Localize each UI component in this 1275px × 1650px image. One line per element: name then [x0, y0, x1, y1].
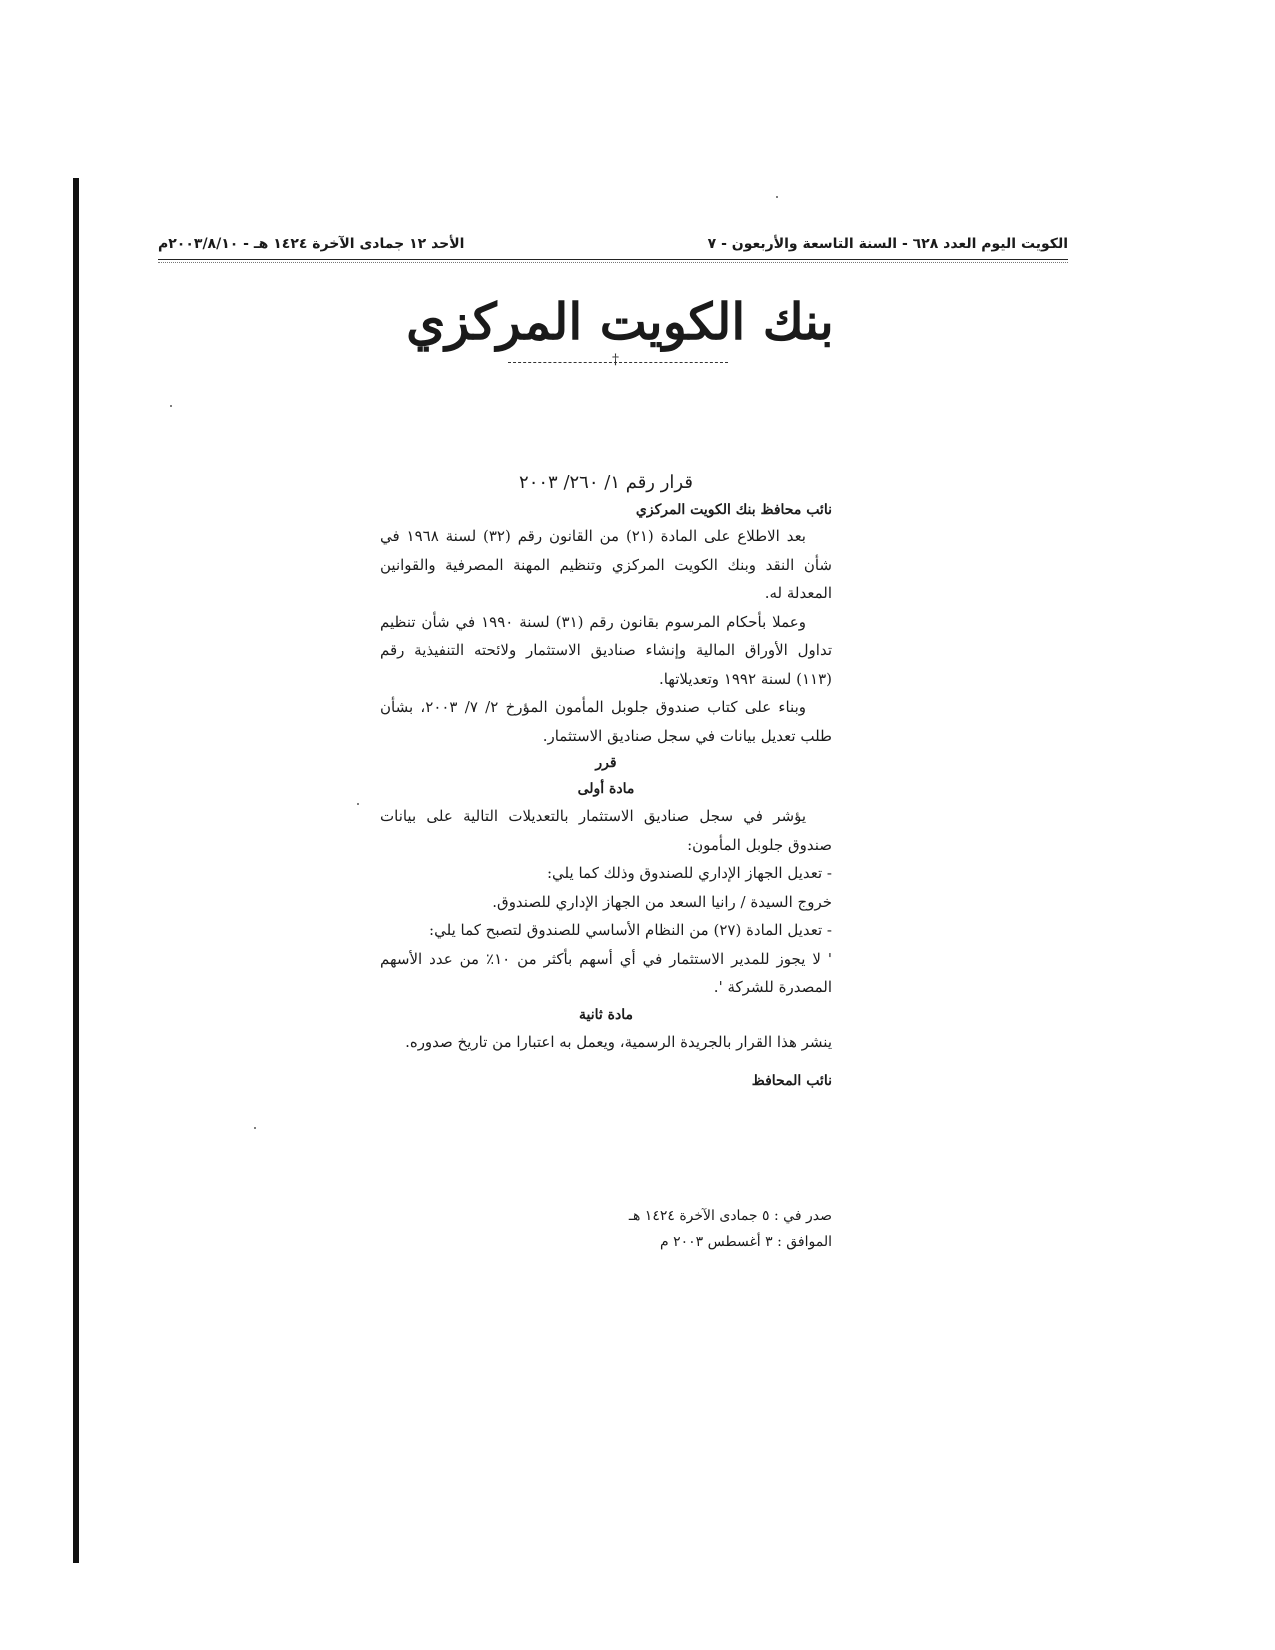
amendment-item: - تعديل المادة (٢٧) من النظام الأساسي للصندوق لتصبح كما يلي: [429, 921, 832, 939]
decision-title: قرار رقم ١/ ٢٦٠/ ٢٠٠٣ [519, 472, 693, 493]
decision-document [380, 470, 832, 1094]
issue-date-hijri: صدر في : ٥ جمادى الآخرة ١٤٢٤ هـ [628, 1208, 832, 1224]
article-1-heading: مادة أولى [577, 781, 635, 797]
gazette-header [158, 232, 1068, 258]
scan-speck [776, 196, 778, 198]
article-1-intro: يؤشر في سجل صناديق الاستثمار بالتعديلات التالية على بيانات صندوق جلوبل المأمون: [380, 807, 832, 854]
header-divider [158, 259, 1068, 260]
header-divider-dotted [158, 262, 1068, 263]
preamble-paragraph: وعملا بأحكام المرسوم بقانون رقم (٣١) لسنة ١٩٩٠ في شأن تنظيم تداول الأوراق المالية وإنشاء صناديق الاستثمار ولائحته التنفيذية رقم (١١٣) لسنة ١٩٩٢ وتعديلاتها. [380, 612, 832, 688]
logo-ornament-icon: † [612, 352, 619, 368]
decided-heading: قرر [595, 755, 617, 771]
amended-article-quote: ' لا يجوز للمدير الاستثمار في أي أسهم بأكثر من ١٠٪ من عدد الأسهم المصدرة للشركة '. [380, 949, 832, 996]
preamble-paragraph: بعد الاطلاع على المادة (٢١) من القانون رقم (٣٢) لسنة ١٩٦٨ في شأن النقد وبنك الكويت المركزي وتنظيم المهنة المصرفية والقوانين المعدلة له. [380, 527, 832, 602]
scan-speck [254, 1127, 256, 1129]
article-2-heading: مادة ثانية [579, 1006, 633, 1023]
scan-speck [170, 405, 172, 407]
issue-date-gregorian: الموافق : ٣ أغسطس ٢٠٠٣ م [659, 1234, 832, 1250]
preamble-paragraph: وبناء على كتاب صندوق جلوبل المأمون المؤرخ ٢/ ٧/ ٢٠٠٣، بشأن طلب تعديل بيانات في سجل صناديق الاستثمار. [380, 698, 832, 745]
amendment-detail: خروج السيدة / رانيا السعد من الجهاز الإداري للصندوق. [492, 892, 832, 911]
header-issue-info: الكويت اليوم العدد ٦٢٨ - السنة التاسعة والأربعون - ٧ [707, 236, 1068, 252]
scan-speck [357, 803, 359, 805]
scan-edge-bar [73, 178, 79, 1563]
issue-date-block [600, 1203, 832, 1255]
bank-logo: بنك الكويت المركزي [406, 292, 834, 351]
article-2-text: ينشر هذا القرار بالجريدة الرسمية، ويعمل به اعتبارا من تاريخ صدوره. [405, 1032, 832, 1051]
amendment-item: - تعديل الجهاز الإداري للصندوق وذلك كما يلي: [546, 864, 832, 882]
signature-title: نائب المحافظ [751, 1073, 832, 1089]
issuer-line: نائب محافظ بنك الكويت المركزي [635, 502, 832, 518]
header-date: الأحد ١٢ جمادى الآخرة ١٤٢٤ هـ - ٢٠٠٣/٨/١٠م [158, 236, 465, 252]
